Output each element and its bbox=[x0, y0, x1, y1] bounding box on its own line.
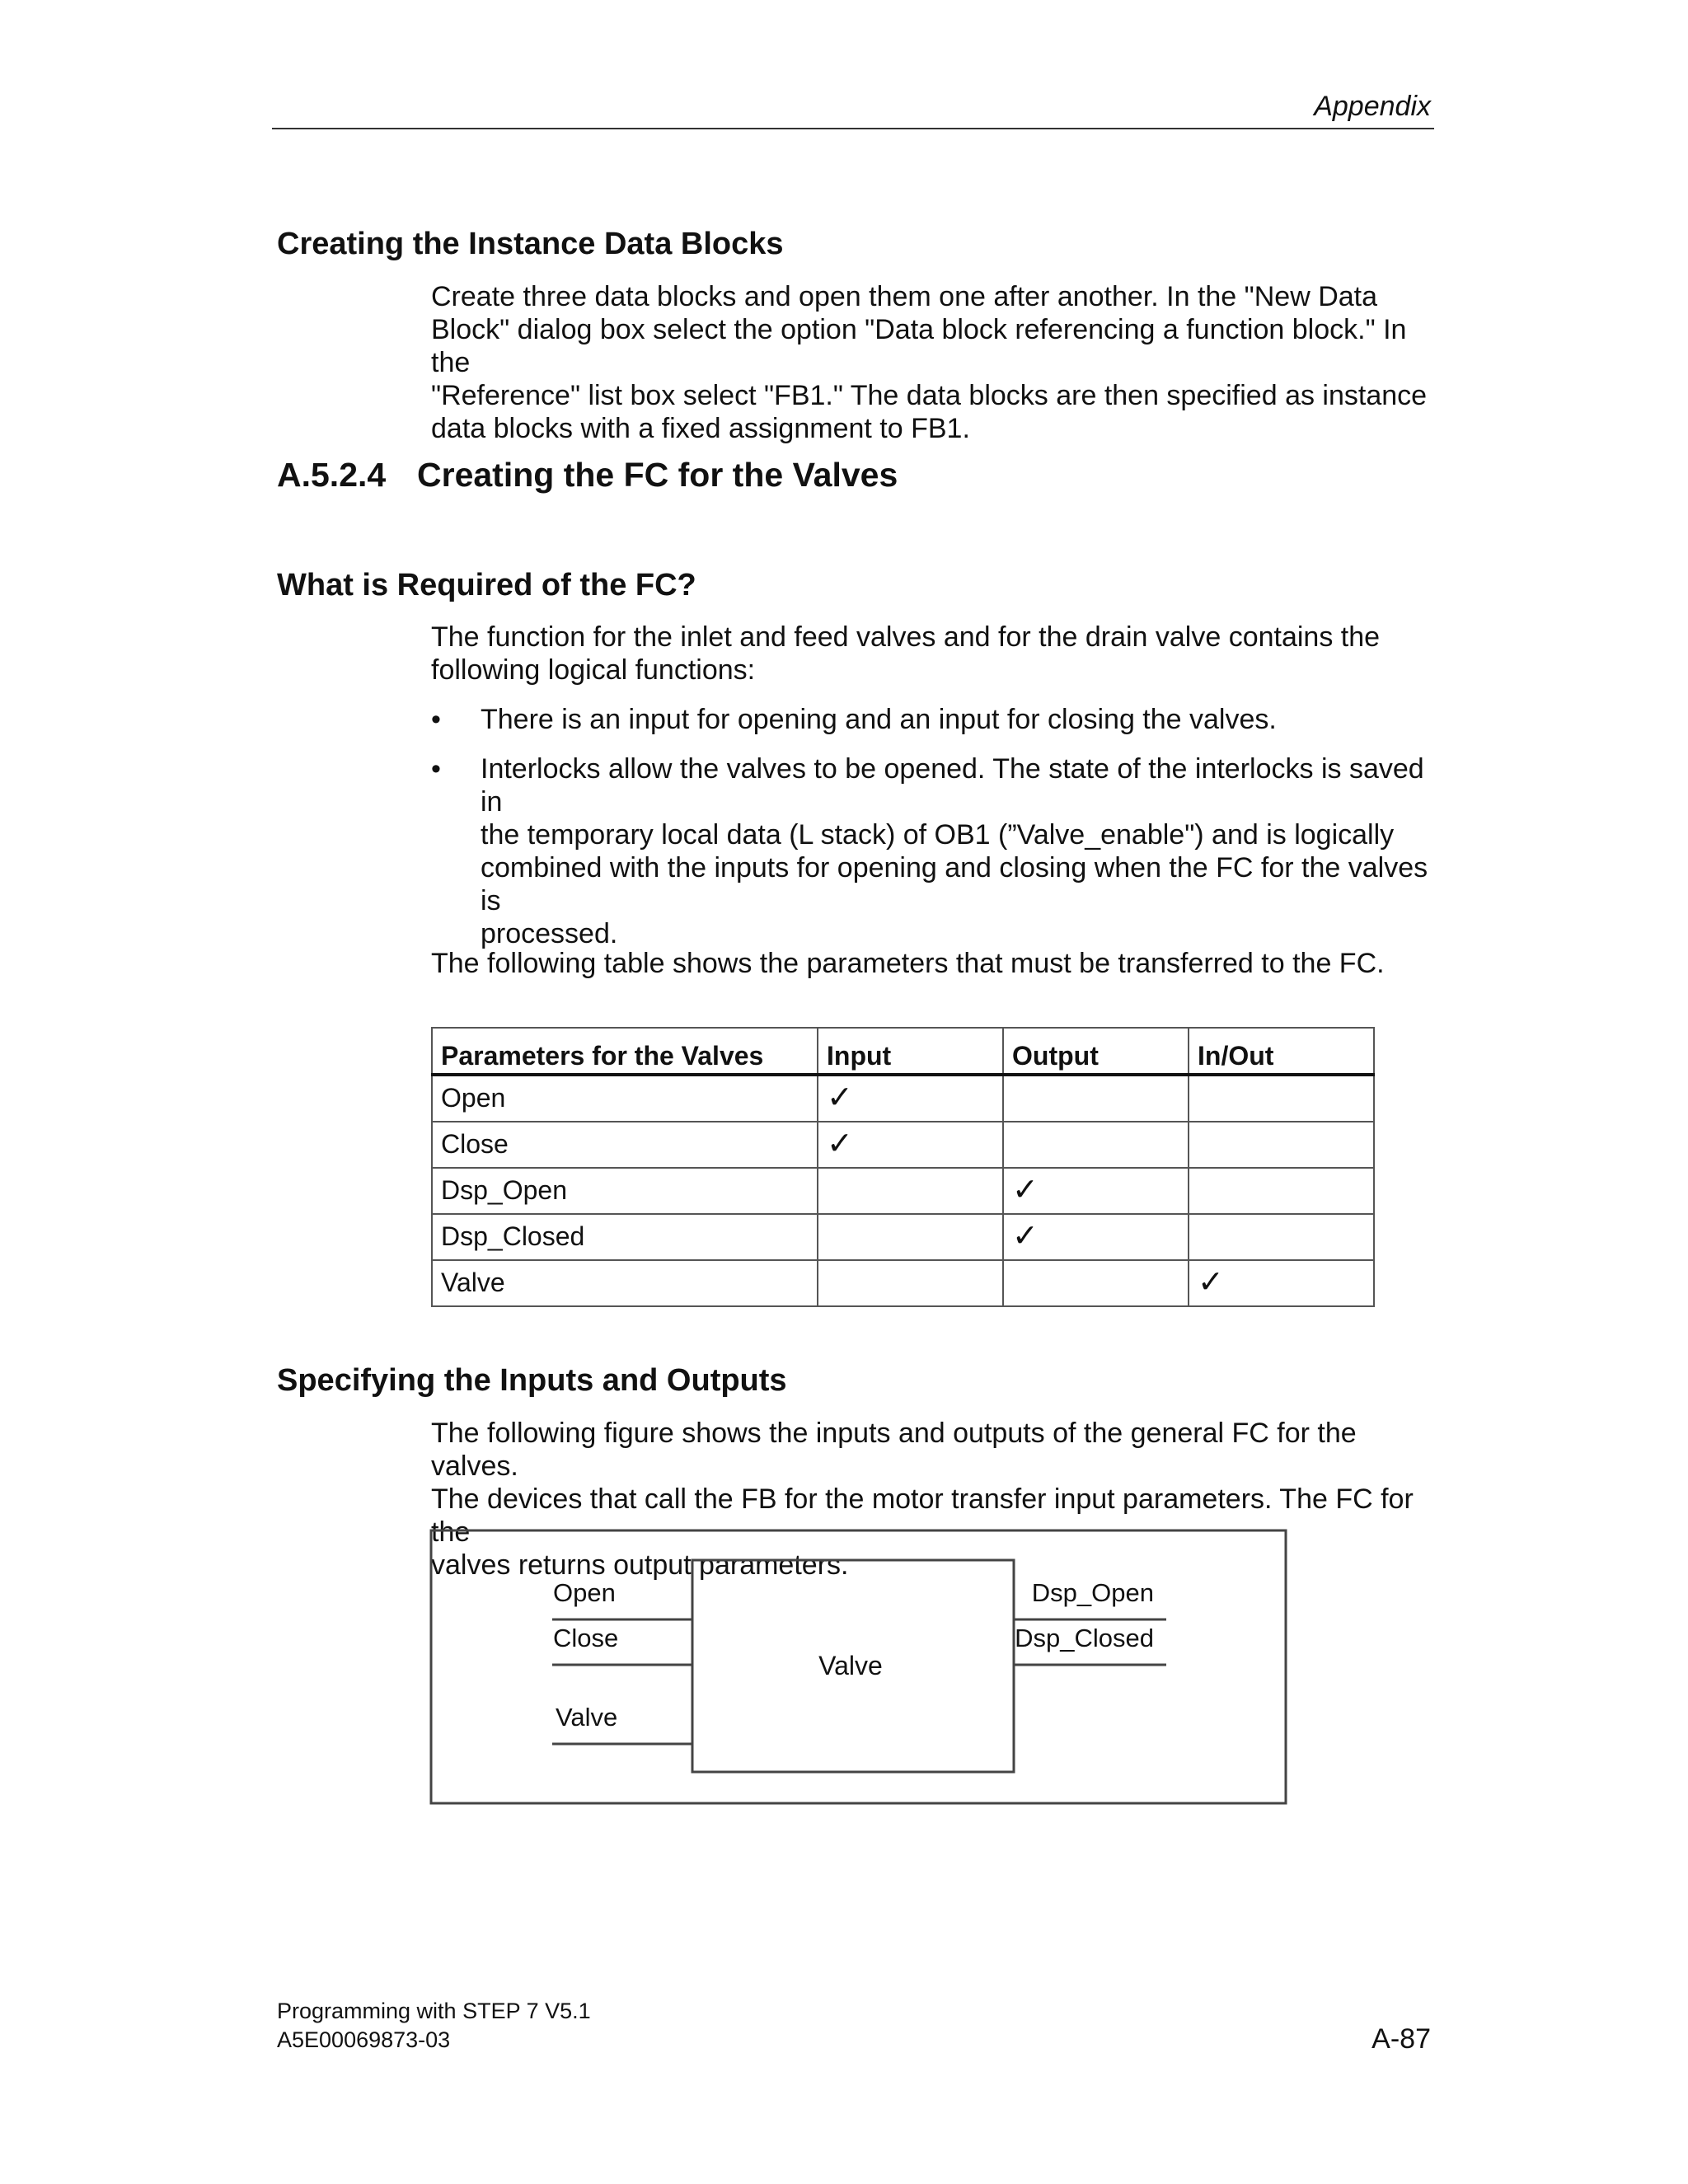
text-line: the temporary local data (L stack) of OB1 (”Valve_enable") and is logically bbox=[481, 819, 1395, 851]
column-header-output: Output bbox=[1003, 1028, 1189, 1075]
bullet-item-2 bbox=[431, 752, 1445, 950]
output-cell bbox=[1003, 1260, 1189, 1306]
output-cell bbox=[1003, 1122, 1189, 1168]
heading-instance-data-blocks: Creating the Instance Data Blocks bbox=[277, 227, 784, 261]
bullet-icon: • bbox=[431, 704, 441, 735]
parameters-table bbox=[431, 1027, 1375, 1307]
bullet-text bbox=[481, 752, 1445, 950]
paragraph-fc-intro bbox=[431, 621, 1445, 687]
input-cell bbox=[818, 1168, 1003, 1214]
input-cell bbox=[818, 1214, 1003, 1260]
paragraph-instance-data-blocks bbox=[431, 280, 1445, 445]
text-line: data blocks with a fixed assignment to FB1. bbox=[431, 413, 970, 444]
fc-valve-diagram bbox=[429, 1528, 1290, 1808]
check-icon: ✓ bbox=[1003, 1168, 1189, 1214]
paragraph-table-intro: The following table shows the parameters that must be transferred to the FC. bbox=[431, 948, 1385, 979]
page-number: A-87 bbox=[1372, 2023, 1431, 2055]
table-row bbox=[432, 1122, 1374, 1168]
table-header-row bbox=[432, 1028, 1374, 1075]
input-label-open: Open bbox=[553, 1578, 616, 1607]
check-icon: ✓ bbox=[1003, 1214, 1189, 1260]
text-line: Block" dialog box select the option "Data block referencing a function block." In the bbox=[431, 314, 1407, 378]
heading-what-is-required: What is Required of the FC? bbox=[277, 568, 696, 602]
check-icon: ✓ bbox=[818, 1075, 1003, 1122]
text-line: Interlocks allow the valves to be opened. The state of the interlocks is saved in bbox=[481, 753, 1424, 818]
bullet-text: There is an input for opening and an input for closing the valves. bbox=[481, 704, 1277, 735]
column-header-parameters: Parameters for the Valves bbox=[432, 1028, 818, 1075]
text-line: processed. bbox=[481, 918, 618, 949]
text-line: following logical functions: bbox=[431, 654, 756, 686]
output-label-dsp-open: Dsp_Open bbox=[1031, 1578, 1154, 1607]
table-row bbox=[432, 1214, 1374, 1260]
text-line: The following figure shows the inputs and outputs of the general FC for the valves. bbox=[431, 1418, 1357, 1482]
table-row bbox=[432, 1075, 1374, 1122]
inout-cell bbox=[1189, 1075, 1374, 1122]
param-name-cell: Dsp_Closed bbox=[432, 1214, 818, 1260]
param-name-cell: Close bbox=[432, 1122, 818, 1168]
text-line: "Reference" list box select "FB1." The data blocks are then specified as instance bbox=[431, 380, 1428, 411]
column-header-inout: In/Out bbox=[1189, 1028, 1374, 1075]
column-header-input: Input bbox=[818, 1028, 1003, 1075]
text-line: combined with the inputs for opening and closing when the FC for the valves is bbox=[481, 852, 1428, 916]
inout-cell bbox=[1189, 1214, 1374, 1260]
table-row bbox=[432, 1168, 1374, 1214]
inout-cell bbox=[1189, 1122, 1374, 1168]
footer-title: Programming with STEP 7 V5.1 bbox=[277, 1999, 591, 2023]
bullet-icon: • bbox=[431, 753, 441, 785]
text-line: Create three data blocks and open them one after another. In the "New Data bbox=[431, 281, 1378, 312]
output-label-dsp-closed: Dsp_Closed bbox=[1015, 1624, 1154, 1652]
fc-block-label: Valve bbox=[818, 1651, 883, 1680]
input-cell bbox=[818, 1260, 1003, 1306]
footer-doc-number: A5E00069873-03 bbox=[277, 2027, 451, 2052]
heading-inputs-outputs: Specifying the Inputs and Outputs bbox=[277, 1363, 787, 1398]
section-heading-a524 bbox=[277, 456, 898, 494]
inout-cell bbox=[1189, 1168, 1374, 1214]
check-icon: ✓ bbox=[818, 1122, 1003, 1168]
text-line: valves returns output parameters. bbox=[431, 1549, 849, 1581]
check-icon: ✓ bbox=[1189, 1260, 1374, 1306]
section-number: A.5.2.4 bbox=[277, 456, 387, 494]
table-row bbox=[432, 1260, 1374, 1306]
text-line: The devices that call the FB for the motor transfer input parameters. The FC for the bbox=[431, 1483, 1414, 1548]
header-rule bbox=[272, 128, 1434, 129]
bullet-item-1 bbox=[431, 703, 1445, 736]
text-line: The function for the inlet and feed valves and for the drain valve contains the bbox=[431, 621, 1381, 653]
input-label-close: Close bbox=[553, 1624, 619, 1652]
param-name-cell: Dsp_Open bbox=[432, 1168, 818, 1214]
output-cell bbox=[1003, 1075, 1189, 1122]
param-name-cell: Valve bbox=[432, 1260, 818, 1306]
running-header: Appendix bbox=[1314, 91, 1431, 122]
param-name-cell: Open bbox=[432, 1075, 818, 1122]
inout-label-valve: Valve bbox=[556, 1703, 618, 1732]
section-title: Creating the FC for the Valves bbox=[417, 456, 898, 494]
